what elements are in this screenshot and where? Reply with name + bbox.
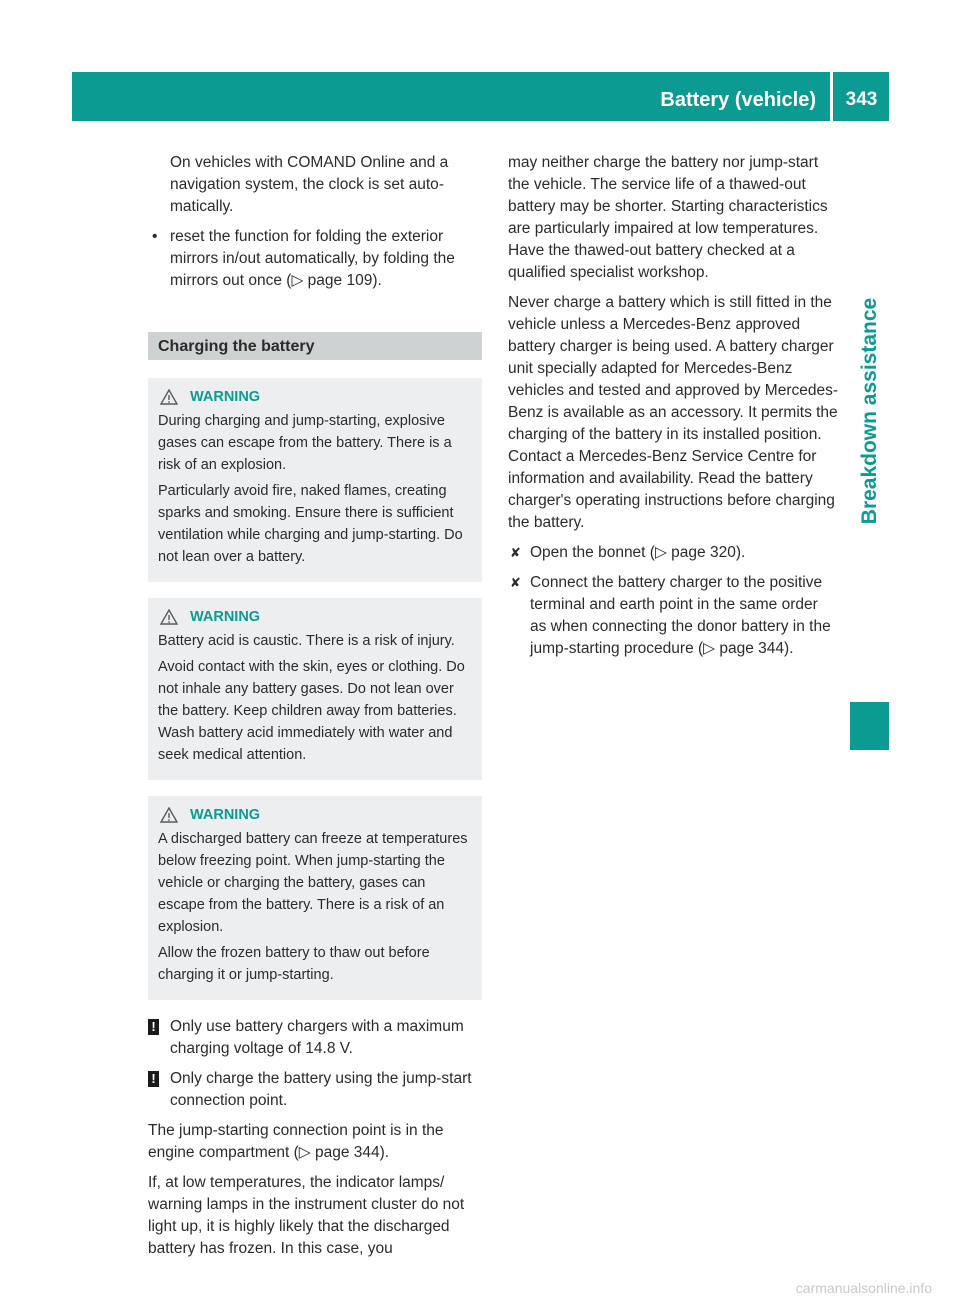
warning-text: Avoid contact with the skin, eyes or clothing. Do not inhale any battery gases. Do not lean over the battery. Keep children away from batteries. Wash battery acid immediately with water and seek medical attention.	[158, 659, 465, 763]
warning-header	[158, 804, 474, 826]
page-header	[72, 72, 889, 121]
warning-label: WARNING	[190, 807, 261, 823]
exclamation-icon: !	[148, 1019, 159, 1035]
step-item	[508, 542, 838, 564]
left-column	[148, 152, 482, 1268]
warning-text: Particularly avoid fire, naked flames, creating sparks and smoking. Ensure there is sufficient ventilation while charging and jump-starting. Do not lean over a battery.	[158, 483, 463, 565]
list-item-text: reset the function for folding the exterior mirrors in/out automatically, by folding the mirrors out once (▷ page 109).	[170, 228, 455, 289]
body-paragraph: The jump-starting connection point is in the engine compartment (▷ page 344).	[148, 1122, 444, 1161]
warning-box	[148, 378, 482, 582]
warning-text: Allow the frozen battery to thaw out before charging it or jump-starting.	[158, 945, 430, 983]
warning-text: Battery acid is caustic. There is a risk of injury.	[158, 633, 455, 649]
chapter-tab	[850, 121, 889, 701]
exclamation-icon: !	[148, 1071, 159, 1087]
body-paragraph: may neither charge the battery nor jump-start the vehicle. The service life of a thawed-out battery may be shorter. Starting characteristics are particularly impaired at low temperatures. Have the thawed-out battery checked at a qualified specialist workshop.	[508, 154, 828, 281]
warning-triangle-icon	[160, 609, 178, 625]
warning-triangle-icon	[160, 807, 178, 823]
warning-text: A discharged battery can freeze at temperatures below freezing point. When jump-starting the vehicle or charging the battery, gases can escape from the battery. There is a risk of an explosion.	[158, 831, 468, 935]
page-number: 343	[845, 89, 878, 110]
intro-continued-text: On vehicles with COMAND Online and a navigation system, the clock is set automatically.	[170, 154, 449, 215]
header-divider	[830, 72, 833, 121]
warning-header	[158, 386, 474, 408]
body-paragraph: If, at low temperatures, the indicator lamps/ warning lamps in the instrument cluster do not light up, it is highly likely that the discharged battery has frozen. In this case, you	[148, 1174, 465, 1257]
step-text: Open the bonnet (▷ page 320).	[530, 544, 746, 561]
section-heading: Charging the battery	[148, 332, 482, 360]
warning-box	[148, 598, 482, 780]
step-marker-icon: ✘	[510, 575, 521, 590]
warning-label: WARNING	[190, 609, 261, 625]
note-item	[148, 1068, 482, 1112]
note-text: Only charge the battery using the jump-start connection point.	[170, 1070, 472, 1109]
warning-header	[158, 606, 474, 628]
warning-triangle-icon	[160, 389, 178, 405]
watermark: carmanualsonline.info	[795, 1280, 932, 1296]
right-column	[508, 152, 838, 668]
list-item	[148, 226, 482, 292]
step-marker-icon: ✘	[510, 545, 521, 560]
bullet-mark: •	[152, 228, 158, 245]
note-text: Only use battery chargers with a maximum charging voltage of 14.8 V.	[170, 1018, 464, 1057]
chapter-tab-marker	[850, 702, 889, 750]
warning-label: WARNING	[190, 389, 261, 405]
body-paragraph: Never charge a battery which is still fitted in the vehicle unless a Mercedes-Benz approved battery charger is being used. A battery charger unit specially adapted for Mercedes-Benz vehicles and tested and approved by Mercedes-Benz is available as an accessory. It permits the charging of the battery in its installed position. Contact a Mercedes-Benz Service Centre for information and availability. Read the battery charger's operating instructions before charging the battery.	[508, 294, 839, 531]
section-title: Battery (vehicle)	[660, 89, 816, 111]
step-item	[508, 572, 838, 660]
note-item	[148, 1016, 482, 1060]
warning-box	[148, 796, 482, 1000]
warning-text: During charging and jump-starting, explosive gases can escape from the battery. There is a risk of an explosion.	[158, 413, 452, 473]
step-text: Connect the battery charger to the positive terminal and earth point in the same order as when connecting the donor battery in the jump-starting procedure (▷ page 344).	[530, 574, 831, 657]
chapter-tab-label: Breakdown assistance	[857, 297, 881, 525]
